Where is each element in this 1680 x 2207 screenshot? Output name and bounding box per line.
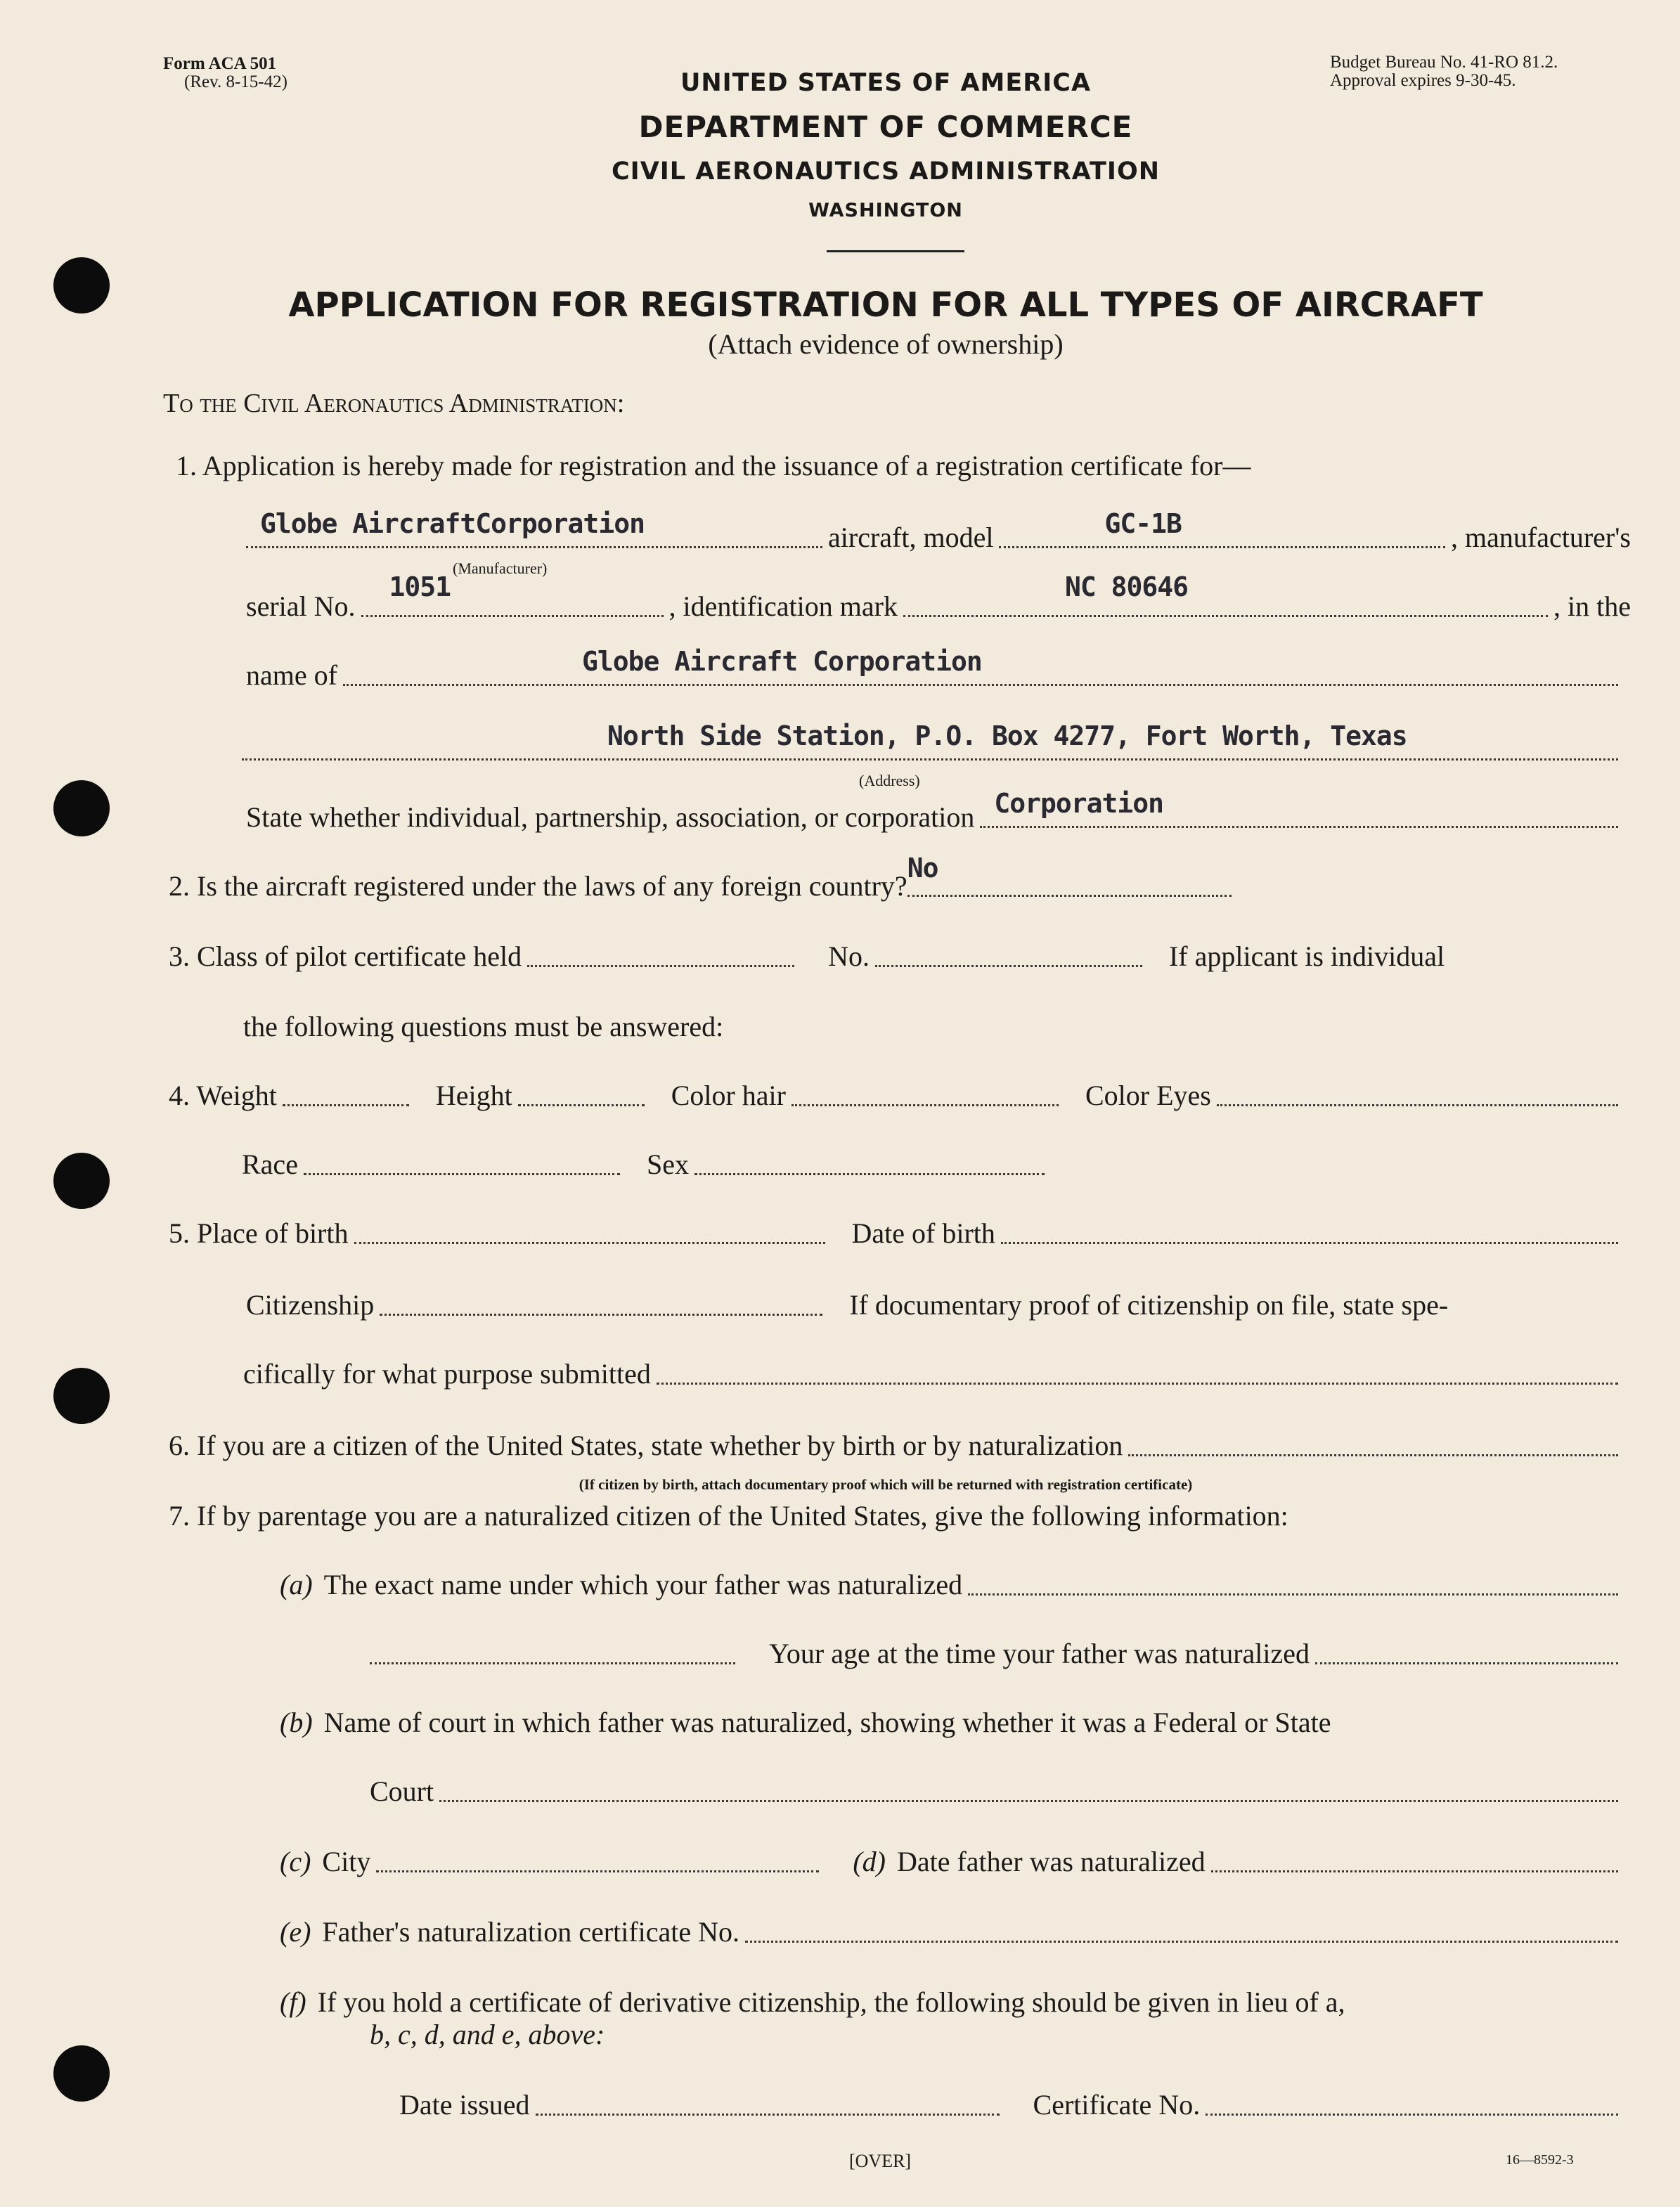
entity-field[interactable] <box>980 788 1618 828</box>
header-rule <box>827 250 964 252</box>
weight-label: 4. Weight <box>169 1080 277 1111</box>
q7f-label: If you hold a certificate of derivative citizenship, the following should be given in lieu of a, <box>317 1986 1345 2018</box>
serial-value: 1051 <box>389 571 451 602</box>
cert-no-label: Certificate No. <box>1033 2089 1201 2121</box>
birthplace-label: 5. Place of birth <box>169 1217 349 1249</box>
q1-text: 1. Application is hereby made for registration and the issuance of a registration certificate for— <box>176 450 1251 481</box>
q7a-name-cont-field[interactable] <box>370 1661 735 1664</box>
header-department: DEPARTMENT OF COMMERCE <box>638 110 1133 144</box>
q1-name-row <box>246 646 1624 694</box>
court-label: Court <box>370 1775 434 1807</box>
q7a-label: The exact name under which your father was naturalized <box>323 1569 963 1600</box>
citizenship-field[interactable] <box>380 1312 822 1316</box>
manufacturer-caption: (Manufacturer) <box>453 559 548 577</box>
eyes-label: Color Eyes <box>1085 1080 1211 1111</box>
sex-label: Sex <box>646 1148 689 1180</box>
q7f-mark: (f) <box>280 1986 306 2018</box>
proof-label: If documentary proof of citizenship on file, state spe- <box>849 1289 1449 1321</box>
pilot-no-field[interactable] <box>875 964 1142 967</box>
ident-label: , identification mark <box>668 590 898 622</box>
q7b-label: Name of court in which father was naturalized, showing whether it was a Federal or State <box>323 1707 1331 1738</box>
q7f-row3 <box>399 2082 1624 2124</box>
q1-manufacturer-row <box>246 508 1631 557</box>
q7d-mark: (d) <box>853 1846 886 1877</box>
hair-label: Color hair <box>671 1080 786 1111</box>
weight-field[interactable] <box>283 1103 409 1106</box>
q7a-mark: (a) <box>280 1569 313 1600</box>
form-id: Form ACA 501 <box>163 54 277 73</box>
q7a-age-field[interactable] <box>1315 1661 1618 1664</box>
q7e-row <box>280 1909 1624 1951</box>
form-rev: (Rev. 8-15-42) <box>184 72 287 91</box>
budget-no: Budget Bureau No. 41-RO 81.2. <box>1330 53 1558 72</box>
serial-label: serial No. <box>246 590 356 622</box>
birthdate-label: Date of birth <box>851 1217 995 1249</box>
nat-cert-field[interactable] <box>745 1939 1618 1943</box>
address-field[interactable] <box>242 720 1618 761</box>
height-field[interactable] <box>518 1103 645 1106</box>
cert-no-field[interactable] <box>1206 2112 1618 2116</box>
salutation: To the Civil Aeronautics Administration: <box>163 389 625 418</box>
entity-value: Corporation <box>994 788 1164 819</box>
form-subtitle: (Attach evidence of ownership) <box>708 328 1064 360</box>
q5-row2 <box>246 1282 1624 1324</box>
q7-row <box>169 1493 1288 1535</box>
q3-no-label: No. <box>828 940 870 972</box>
q7b-row2 <box>370 1768 1624 1811</box>
q6-row <box>169 1423 1624 1465</box>
q2-text: 2. Is the aircraft registered under the laws of any foreign country? <box>169 870 907 902</box>
entity-label: State whether individual, partnership, association, or corporation <box>246 801 975 833</box>
name-of-label: name of <box>246 659 337 691</box>
q3-row2 <box>243 1004 723 1046</box>
q7f-label2: b, c, d, and e, above: <box>370 2019 605 2050</box>
manufacturer-field[interactable] <box>246 508 822 548</box>
name-field[interactable] <box>343 646 1618 686</box>
q7b-mark: (b) <box>280 1707 313 1738</box>
punch-hole <box>53 1153 110 1209</box>
q4-row2 <box>242 1141 1050 1184</box>
q6-field[interactable] <box>1128 1453 1618 1456</box>
citizenship-label: Citizenship <box>246 1289 375 1321</box>
punch-hole <box>53 1368 110 1424</box>
pilot-class-field[interactable] <box>527 964 794 967</box>
q1-address-row <box>242 720 1624 769</box>
header-country: UNITED STATES OF AMERICA <box>680 69 1092 97</box>
name-value: Globe Aircraft Corporation <box>581 646 982 677</box>
q7f-row2 <box>370 2012 605 2054</box>
q5-row <box>169 1210 1624 1253</box>
eyes-field[interactable] <box>1217 1103 1618 1106</box>
print-code: 16—8592-3 <box>1506 2152 1574 2168</box>
header-agency: CIVIL AERONAUTICS ADMINISTRATION <box>611 157 1160 186</box>
q7a-row <box>280 1562 1624 1604</box>
q6-text: 6. If you are a citizen of the United States, state whether by birth or by naturalization <box>169 1430 1123 1461</box>
birthdate-field[interactable] <box>1001 1241 1618 1244</box>
hair-field[interactable] <box>791 1103 1059 1106</box>
in-the-label: , in the <box>1553 590 1631 622</box>
city-field[interactable] <box>376 1869 819 1872</box>
aircraft-model-label: aircraft, model <box>828 522 994 553</box>
race-field[interactable] <box>304 1172 620 1175</box>
city-label: City <box>322 1846 371 1877</box>
sex-field[interactable] <box>694 1172 1045 1175</box>
form-title: APPLICATION FOR REGISTRATION FOR ALL TYPES OF AIRCRAFT <box>288 285 1483 325</box>
q3-row <box>169 933 1624 976</box>
date-issued-label: Date issued <box>399 2089 530 2121</box>
q7a-age-label: Your age at the time your father was naturalized <box>769 1638 1310 1669</box>
q2-value: No <box>907 853 938 884</box>
header-city: WASHINGTON <box>808 200 963 221</box>
approval-expiry: Approval expires 9-30-45. <box>1330 71 1516 90</box>
q7a-row2 <box>370 1631 1624 1673</box>
birthplace-field[interactable] <box>354 1241 825 1244</box>
race-label: Race <box>242 1148 298 1180</box>
q5-row3 <box>243 1351 1624 1393</box>
punch-hole <box>53 780 110 836</box>
court-field[interactable] <box>439 1799 1618 1802</box>
ident-value: NC 80646 <box>1064 571 1188 602</box>
q1-intro <box>176 443 1251 485</box>
q2-row <box>169 853 1237 905</box>
q7c-mark: (c) <box>280 1846 311 1877</box>
ident-field[interactable] <box>903 571 1548 617</box>
q1-serial-row <box>246 571 1631 626</box>
nat-cert-label: Father's naturalization certificate No. <box>322 1916 740 1948</box>
serial-field[interactable] <box>361 571 664 617</box>
model-field[interactable] <box>999 508 1445 548</box>
over-note: [OVER] <box>849 2151 912 2171</box>
manufacturers-label: , manufacturer's <box>1451 522 1631 553</box>
q1-entity-row <box>246 788 1624 836</box>
q3-tail: If applicant is individual <box>1168 940 1445 972</box>
date-issued-field[interactable] <box>536 2112 1000 2116</box>
q7-text: 7. If by parentage you are a naturalized citizen of the United States, give the following information: <box>169 1500 1288 1532</box>
purpose-field[interactable] <box>657 1381 1618 1385</box>
nat-date-label: Date father was naturalized <box>896 1846 1206 1877</box>
address-caption: (Address) <box>859 772 920 789</box>
q7b-row <box>280 1700 1331 1742</box>
address-value: North Side Station, P.O. Box 4277, Fort Worth, Texas <box>607 720 1407 751</box>
q2-field[interactable] <box>907 853 1232 897</box>
q3-text: 3. Class of pilot certificate held <box>169 940 522 972</box>
q6-note: (If citizen by birth, attach documentary proof which will be returned with registration certificate) <box>579 1476 1193 1493</box>
model-value: GC-1B <box>1104 508 1182 539</box>
punch-hole <box>53 2045 110 2102</box>
height-label: Height <box>435 1080 512 1111</box>
q7a-field[interactable] <box>968 1592 1618 1596</box>
nat-date-field[interactable] <box>1211 1869 1618 1872</box>
q4-row <box>169 1073 1624 1115</box>
q3-line2: the following questions must be answered: <box>243 1011 724 1042</box>
q7cd-row <box>280 1839 1624 1881</box>
manufacturer-value: Globe AircraftCorporation <box>260 508 645 539</box>
purpose-label: cifically for what purpose submitted <box>243 1358 651 1390</box>
q7e-mark: (e) <box>280 1916 311 1948</box>
